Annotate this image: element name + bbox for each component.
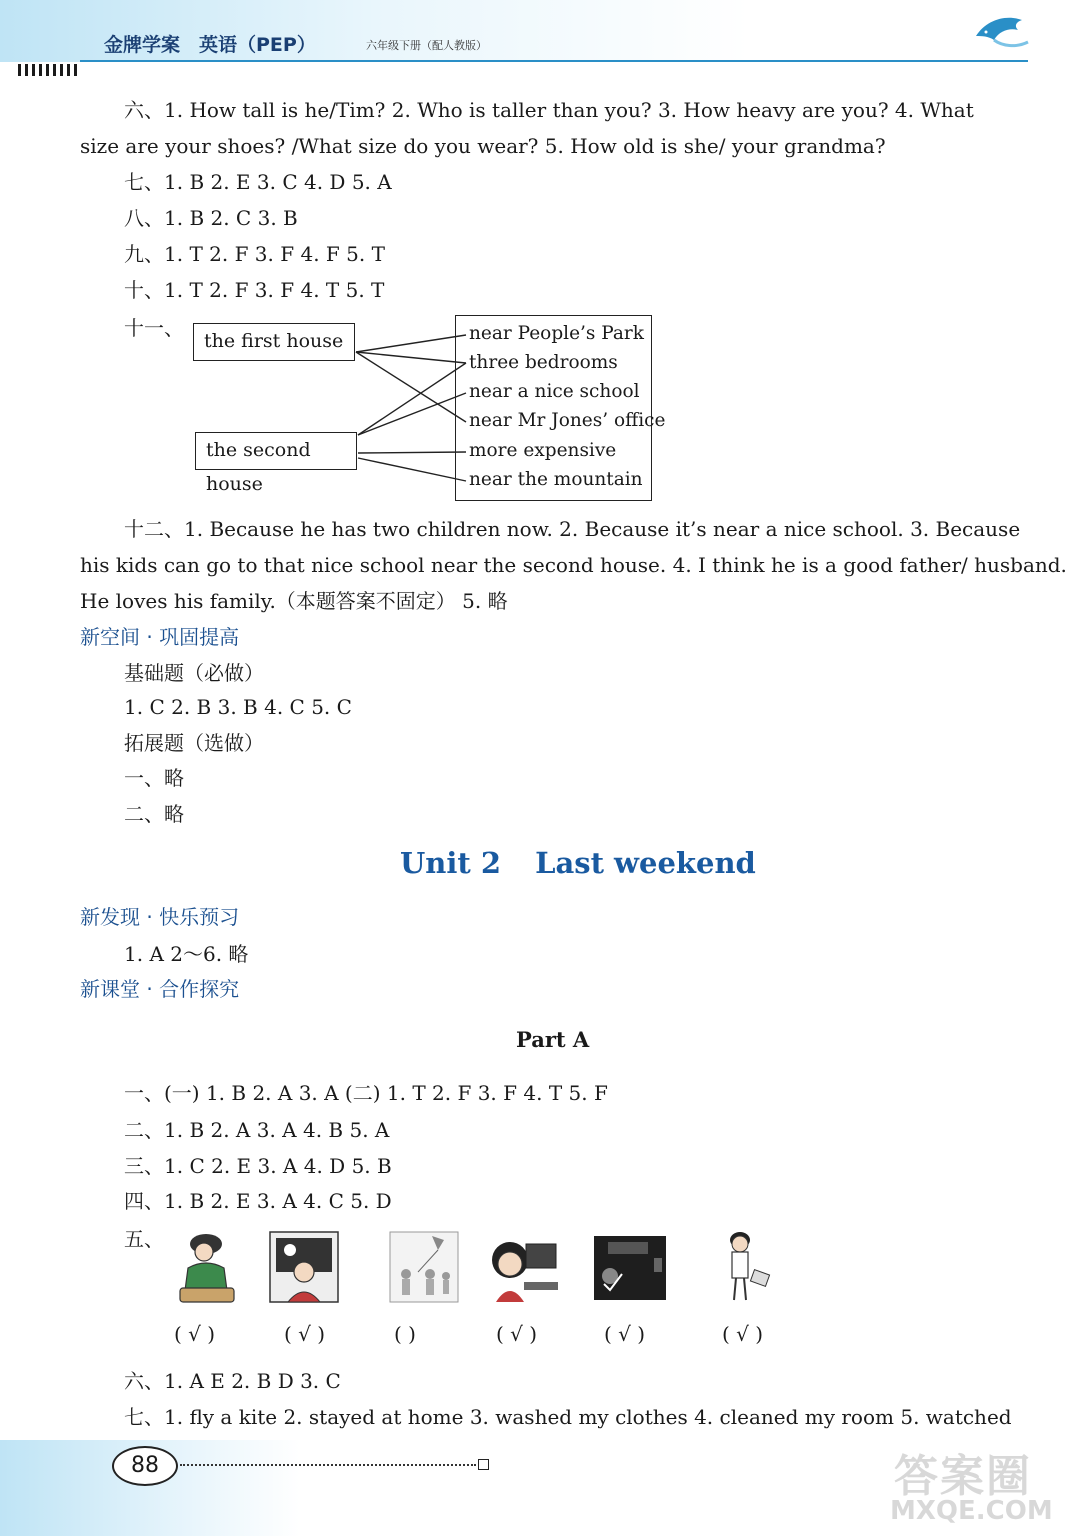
woman-cooking-picture [170,1228,242,1306]
section-preview: 新发现 · 快乐预习 [80,905,240,929]
answer-q10: 十、1. T 2. F 3. F 4. T 5. T [124,278,385,302]
kids-flying-kite-picture [388,1228,460,1306]
match-right-box [455,315,666,501]
match-right-item: near People’s Park [469,323,644,344]
part-a-q6: 六、1. A E 2. B D 3. C [124,1369,341,1393]
extension-answer-2: 二、略 [124,802,184,826]
section-classroom: 新课堂 · 合作探究 [80,977,240,1001]
match-right-item: near the mountain [469,469,643,490]
dolphin-icon [972,6,1032,54]
header-rule [80,60,1028,62]
match-right-item: more expensive [469,440,617,461]
part-a-q7: 七、1. fly a kite 2. stayed at home 3. washed my clothes 4. cleaned my room 5. watched [124,1405,1012,1429]
part-a-q3: 三、1. C 2. E 3. A 4. D 5. B [124,1154,392,1178]
match-left-first-house: the first house [193,323,355,361]
part-a-q5-label: 五、 [124,1227,164,1251]
boy-cleaning-picture [714,1228,786,1306]
answer-q9: 九、1. T 2. F 3. F 4. F 5. T [124,242,385,266]
answer-q6-line1: 六、1. How tall is he/Tim? 2. Who is taller than you? 3. How heavy are you? 4. What [124,98,974,122]
watermark-url: MXQE.COM [890,1496,1053,1526]
match-right-item: three bedrooms [469,352,618,373]
check-answer: ( √ ) [604,1322,646,1346]
answer-q7: 七、1. B 2. E 3. C 4. D 5. A [124,170,392,194]
tv-screen-picture [594,1228,666,1306]
unit-name: Last weekend [535,846,756,880]
match-left-second-house: the second house [195,432,357,470]
part-a-q2: 二、1. B 2. A 3. A 4. B 5. A [124,1118,390,1142]
answer-q12-line3: He loves his family.（本题答案不固定） 5. 略 [80,589,508,613]
answer-q8: 八、1. B 2. C 3. B [124,206,298,230]
book-subtitle: 六年级下册（配人教版） [366,39,487,52]
check-answer: ( ) [394,1322,416,1346]
preview-answers: 1. A 2～6. 略 [124,942,249,966]
part-title: Part A [516,1027,590,1052]
match-right-item: near a nice school [469,381,640,402]
check-answer: ( √ ) [284,1322,326,1346]
basic-answers: 1. C 2. B 3. B 4. C 5. C [124,695,352,719]
check-answer: ( √ ) [496,1322,538,1346]
girl-at-computer-picture [488,1228,560,1306]
match-right-item: near Mr Jones’ office [469,410,666,431]
answer-q11-label: 十一、 [124,316,184,340]
extension-answer-1: 一、略 [124,766,184,790]
section-consolidation: 新空间 · 巩固提高 [80,625,240,649]
child-at-window-picture [268,1228,340,1306]
extension-label: 拓展题（选做） [124,731,264,755]
footer-dotted-rule [180,1464,476,1466]
footer-square-icon [478,1459,489,1470]
watermark [872,1440,1062,1532]
answer-q12-line2: his kids can go to that nice school near the second house. 4. I think he is a good father/ husband. [80,553,1067,577]
watermark-text: 答案圈 [894,1451,1032,1502]
part-a-q1: 一、(一) 1. B 2. A 3. A (二) 1. T 2. F 3. F 4. T 5. F [124,1081,608,1105]
unit-number: Unit 2 [400,846,502,880]
check-answer: ( √ ) [174,1322,216,1346]
answer-q12-line1: 十二、1. Because he has two children now. 2. Because it’s near a nice school. 3. Because [124,517,1021,541]
book-title: 金牌学案 英语（PEP） [104,34,316,56]
header-ticks [18,64,80,76]
unit-title [400,846,790,880]
page-number: 88 [112,1446,178,1486]
answer-q6-line2: size are your shoes? /What size do you wear? 5. How old is she/ your grandma? [80,134,886,158]
check-answer: ( √ ) [722,1322,764,1346]
part-a-q4: 四、1. B 2. E 3. A 4. C 5. D [124,1189,392,1213]
basic-label: 基础题（必做） [124,661,264,685]
